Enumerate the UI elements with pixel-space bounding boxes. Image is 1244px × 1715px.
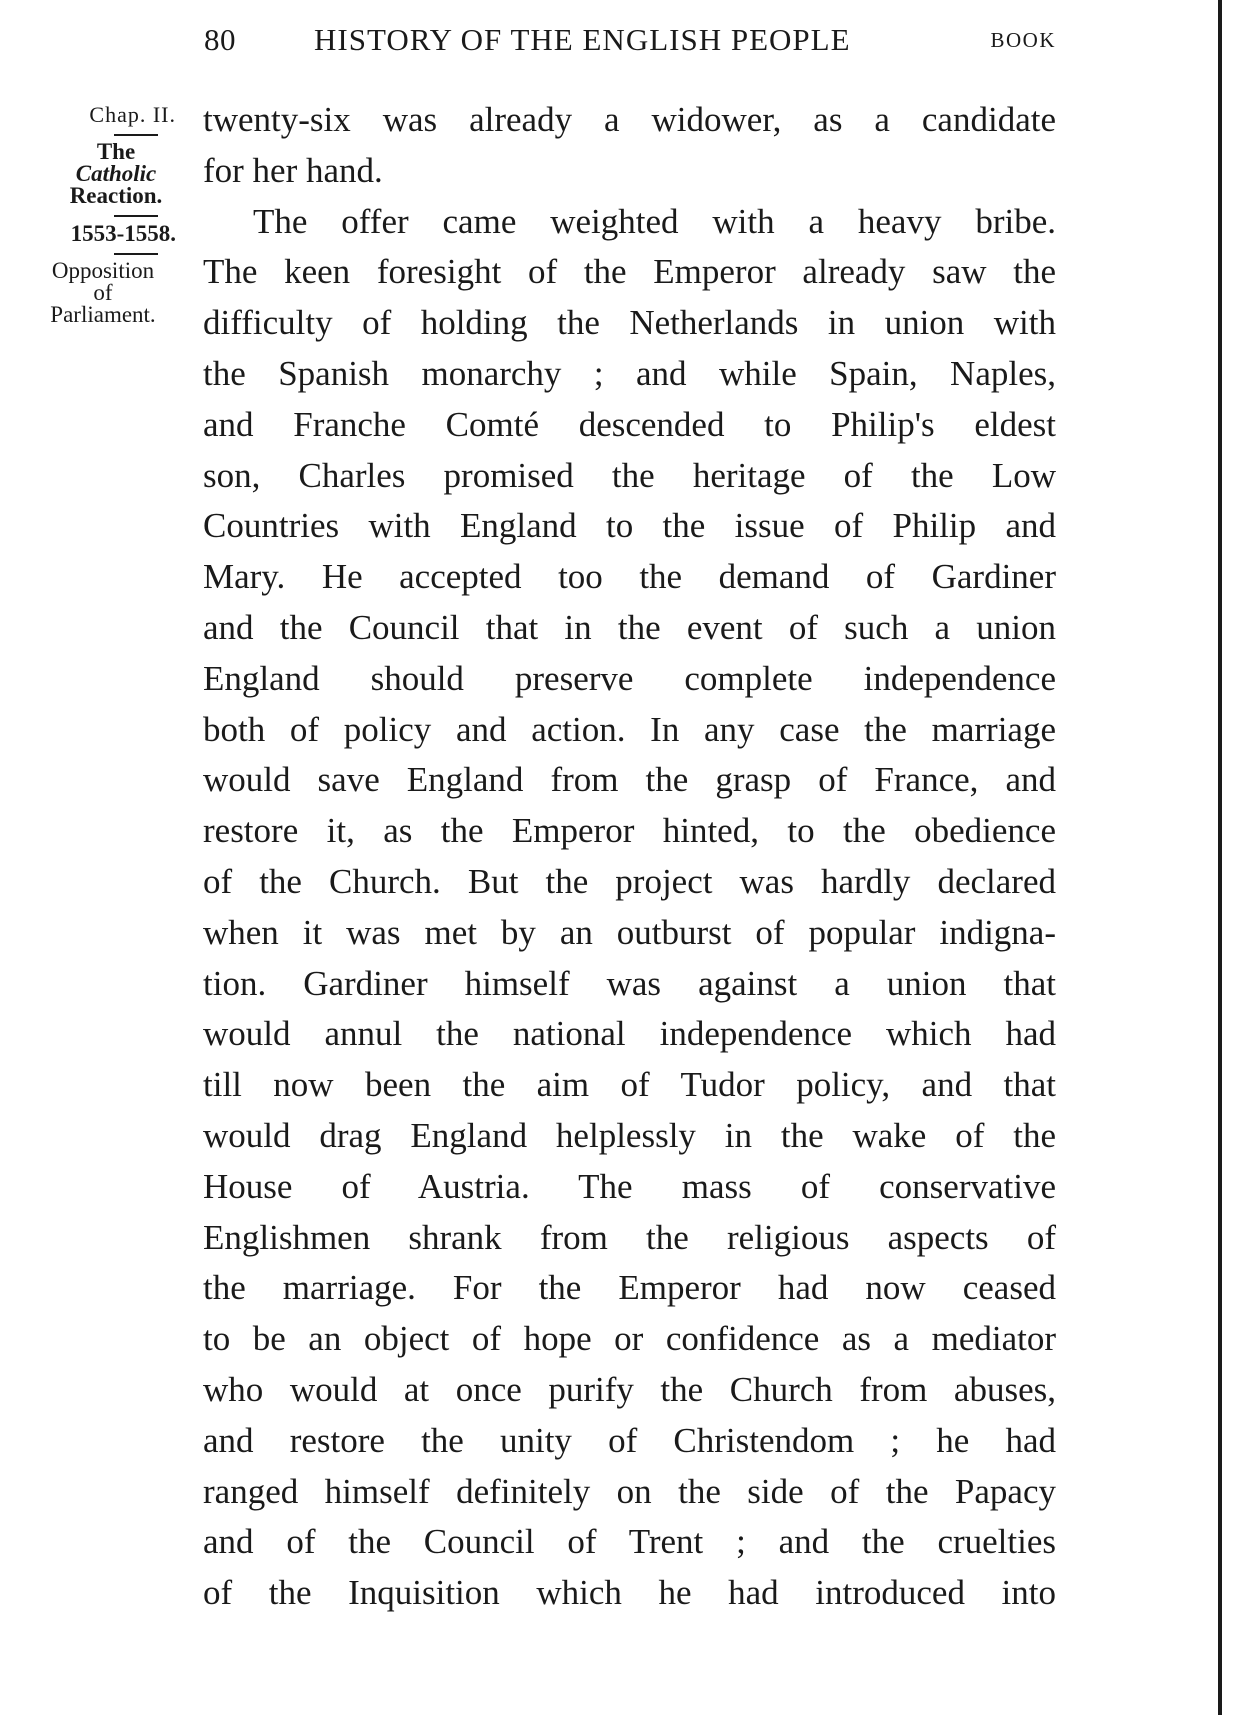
text-line: England should preserve complete independence	[203, 658, 1056, 698]
topic-line: Reaction.	[69, 183, 163, 208]
topic-line: Catholic	[75, 161, 157, 186]
text-line: Countries with England to the issue of Philip and	[203, 506, 1056, 546]
text-line: who would at once purify the Church from abuses,	[203, 1369, 1056, 1409]
date-range: 1553-1558.	[70, 221, 176, 246]
text-line: to be an object of hope or confidence as a mediator	[203, 1319, 1056, 1359]
text-line: restore it, as the Emperor hinted, to the obedience	[203, 811, 1056, 851]
margin-rule	[114, 134, 158, 136]
text-line: Mary. He accepted too the demand of Gardiner	[203, 557, 1056, 597]
text-line: the Spanish monarchy ; and while Spain, Naples,	[203, 353, 1056, 393]
text-line: the marriage. For the Emperor had now ceased	[203, 1268, 1056, 1308]
running-title: HISTORY OF THE ENGLISH PEOPLE	[314, 22, 851, 57]
text-line: Englishmen shrank from the religious aspects of	[203, 1217, 1056, 1257]
text-line: of the Inquisition which he had introduced into	[203, 1573, 1056, 1613]
text-line: would annul the national independence which had	[203, 1014, 1056, 1054]
margin-rule	[114, 215, 158, 217]
text-line: for her hand.	[203, 150, 383, 190]
margin-rule	[114, 253, 158, 255]
marginal-notes	[28, 104, 176, 326]
page-number: 80	[204, 22, 236, 57]
topic-note-opposition	[28, 260, 178, 326]
text-line: The offer came weighted with a heavy bribe.	[253, 201, 1056, 241]
text-line: twenty-six was already a widower, as a candidate	[203, 100, 1056, 139]
topic-line: The	[96, 139, 136, 164]
text-line: when it was met by an outburst of popular indigna-	[203, 912, 1056, 952]
text-line: and Franche Comté descended to Philip's eldest	[203, 404, 1056, 444]
topic-note-reaction	[56, 141, 176, 207]
topic-line: of	[93, 280, 113, 305]
text-line: difficulty of holding the Netherlands in union with	[203, 303, 1056, 343]
topic-line: Parliament.	[50, 302, 156, 327]
text-line: of the Church. But the project was hardly declared	[203, 861, 1056, 901]
running-header	[204, 22, 1056, 62]
text-line: House of Austria. The mass of conservative	[203, 1166, 1056, 1206]
page-edge-rule	[1218, 0, 1222, 1715]
text-line: and the Council that in the event of such a union	[203, 607, 1056, 647]
chapter-label: Chap. II.	[89, 102, 176, 127]
body-text	[203, 95, 1056, 1619]
book-label: BOOK	[990, 28, 1056, 52]
text-line: would drag England helplessly in the wake of the	[203, 1115, 1056, 1155]
text-line: The keen foresight of the Emperor already saw the	[203, 252, 1056, 292]
topic-line: Opposition	[51, 258, 155, 283]
text-line: would save England from the grasp of France, and	[203, 760, 1056, 800]
text-line: both of policy and action. In any case the marriage	[203, 709, 1056, 749]
text-line: son, Charles promised the heritage of the Low	[203, 455, 1056, 495]
text-line: till now been the aim of Tudor policy, and that	[203, 1065, 1056, 1105]
text-line: ranged himself definitely on the side of the Papacy	[203, 1471, 1056, 1511]
text-line: and restore the unity of Christendom ; he had	[203, 1420, 1056, 1460]
text-line: tion. Gardiner himself was against a union that	[203, 963, 1056, 1003]
text-line: and of the Council of Trent ; and the cruelties	[203, 1522, 1056, 1562]
